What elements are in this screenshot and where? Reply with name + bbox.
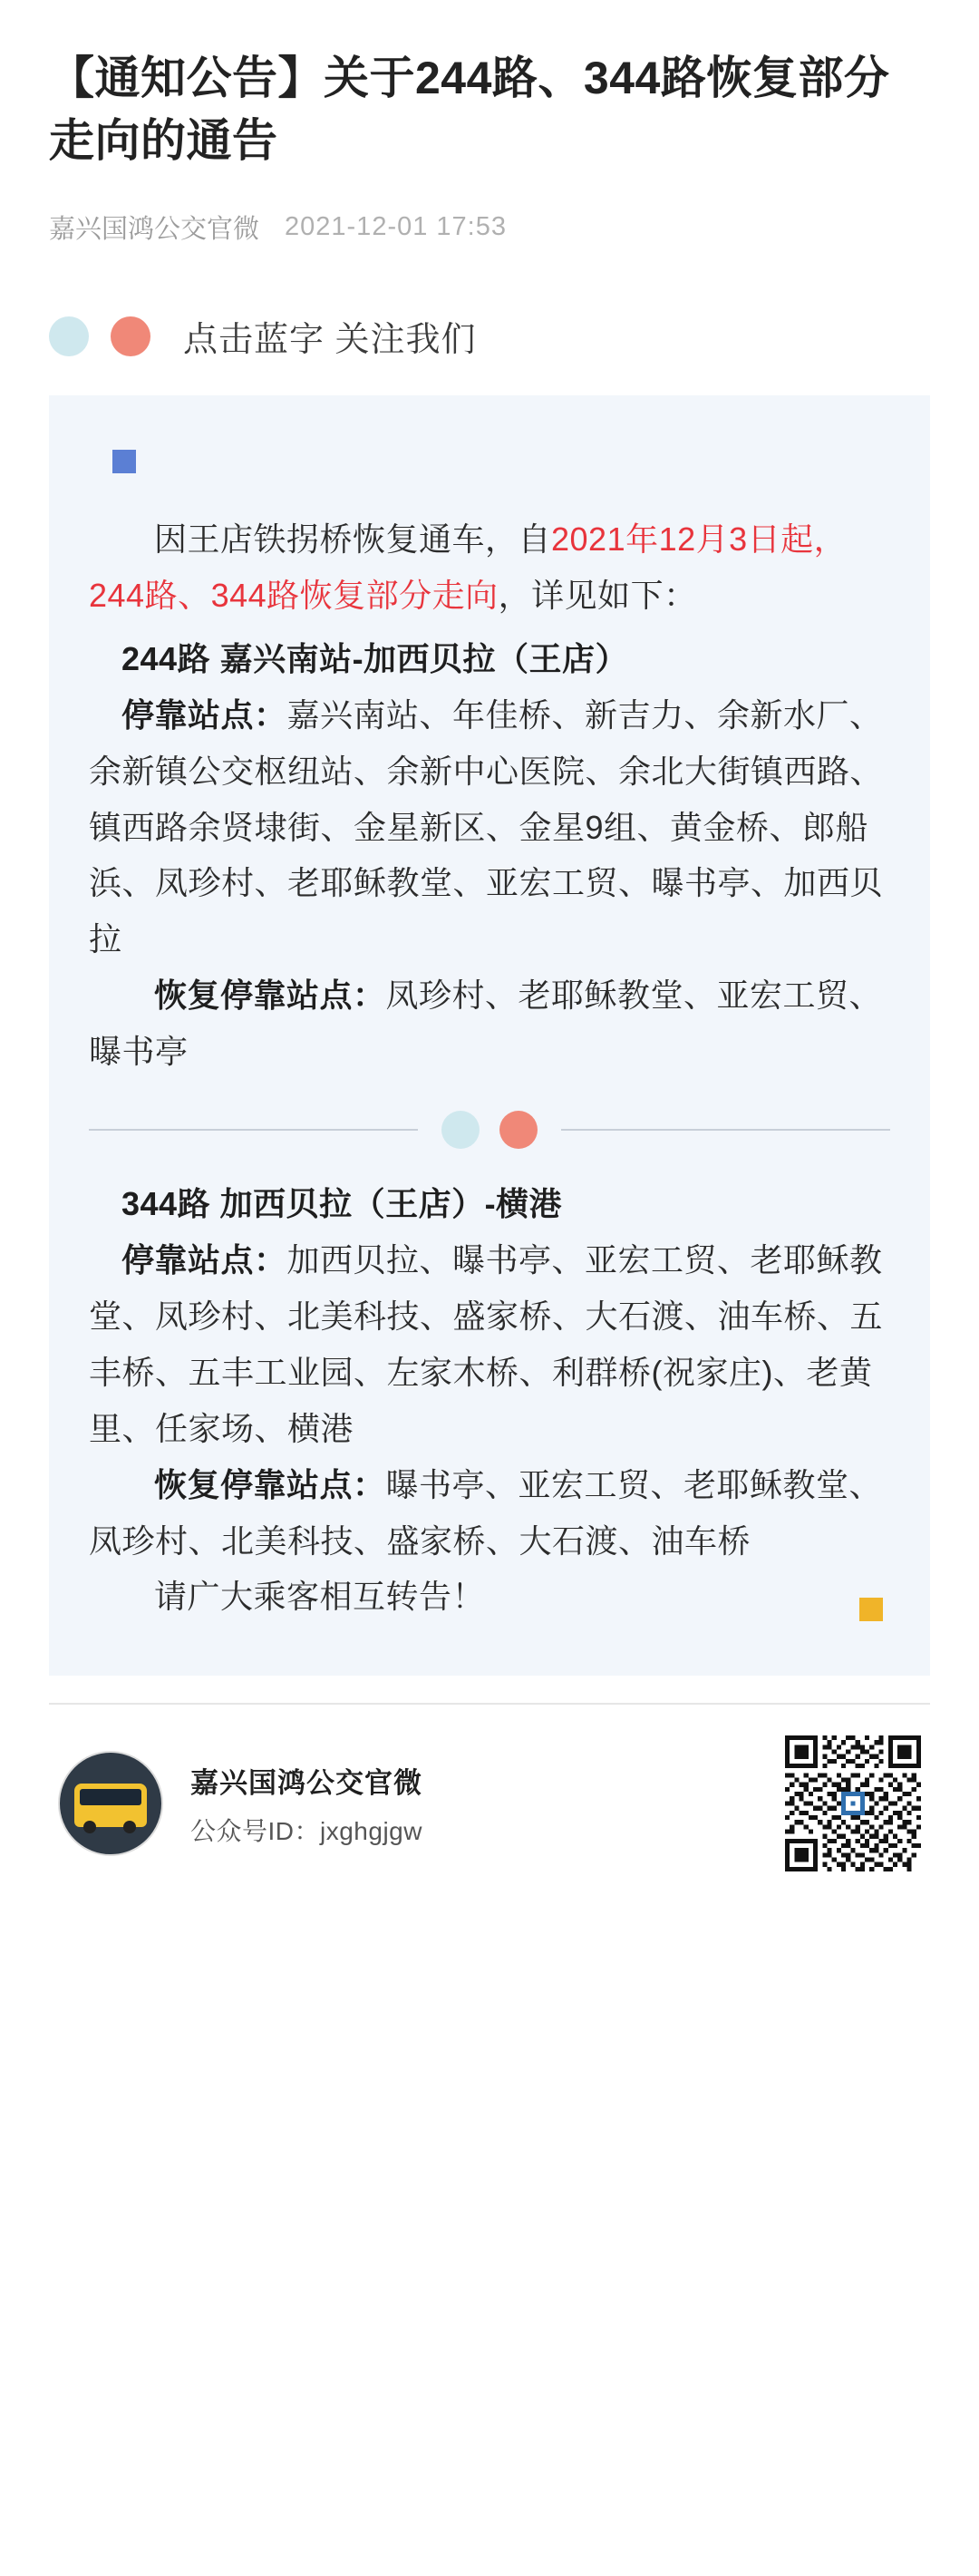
notice-content-card [49,395,930,1676]
account-footer-info [190,1760,422,1848]
intro-text-highlight: 2021年12月3日起，244路、344路恢复部分走向 [89,520,848,614]
footer-account-id: 公众号ID：jxghgjgw [190,1816,422,1845]
publish-date: 2021-12-01 17:53 [285,212,507,241]
closing-paragraph: 请广大乘客相互转告！ [154,1578,486,1616]
account-footer [49,1703,930,1908]
qr-code-icon[interactable] [785,1735,921,1871]
account-footer-left[interactable] [58,1751,422,1856]
intro-paragraph [89,511,890,624]
route-244-stops-label: 停靠站点： [121,695,287,734]
bus-icon [74,1784,147,1827]
footer-account-name: 嘉兴国鸿公交官微 [190,1766,422,1799]
route-244-resume [89,967,890,1080]
route-344-stops-label: 停靠站点： [121,1240,287,1278]
intro-text-post: ，详见如下： [498,576,697,614]
divider-red-dot-icon [499,1111,538,1149]
decorative-blue-square-icon [112,450,136,473]
route-244-stops-value: 嘉兴南站、年佳桥、新吉力、余新水厂、余新镇公交枢纽站、余新中心医院、余北大街镇西路、镇西路余贤埭街、金星新区、金星9组、黄金桥、郎船浜、凤珍村、老耶稣教堂、亚宏工贸、曝书亭、加西贝拉 [89,695,884,958]
route-344-stops [89,1232,890,1457]
account-name[interactable]: 嘉兴国鸿公交官微 [49,215,260,244]
article-meta [49,209,930,246]
route-344-stops-value: 加西贝拉、曝书亭、亚宏工贸、老耶稣教堂、凤珍村、北美科技、盛家桥、大石渡、油车桥、五丰桥、五丰工业园、左家木桥、利群桥(祝家庄)、老黄里、任家场、横港 [89,1240,884,1447]
divider-line-left [89,1129,418,1131]
divider-blue-dot-icon [441,1111,480,1149]
page-title: 【通知公告】关于244路、344路恢复部分走向的通告 [49,53,890,166]
route-344-resume-label: 恢复停靠站点： [154,1465,386,1503]
divider-line-right [561,1129,890,1131]
route-244-stops [89,687,890,968]
route-344-heading: 344路 加西贝拉（王店）-横港 [121,1185,563,1223]
route-344-resume [89,1457,890,1570]
follow-banner[interactable] [49,311,930,361]
intro-text-pre: 因王店铁拐桥恢复通车，自 [154,520,552,558]
section-divider [89,1111,890,1149]
follow-banner-label: 点击蓝字 关注我们 [183,321,477,359]
avatar [58,1751,163,1856]
route-344-resume-value: 曝书亭、亚宏工贸、老耶稣教堂、凤珍村、北美科技、盛家桥、大石渡、油车桥 [89,1465,883,1560]
route-244-resume-label: 恢复停靠站点： [154,977,386,1015]
decorative-red-dot-icon [111,316,150,356]
decorative-yellow-square-icon [859,1598,883,1621]
decorative-blue-dot-icon [49,316,89,356]
route-244-heading: 244路 嘉兴南站-加西贝拉（王店） [121,639,629,677]
route-244-resume-value: 凤珍村、老耶稣教堂、亚宏工贸、曝书亭 [89,977,883,1071]
